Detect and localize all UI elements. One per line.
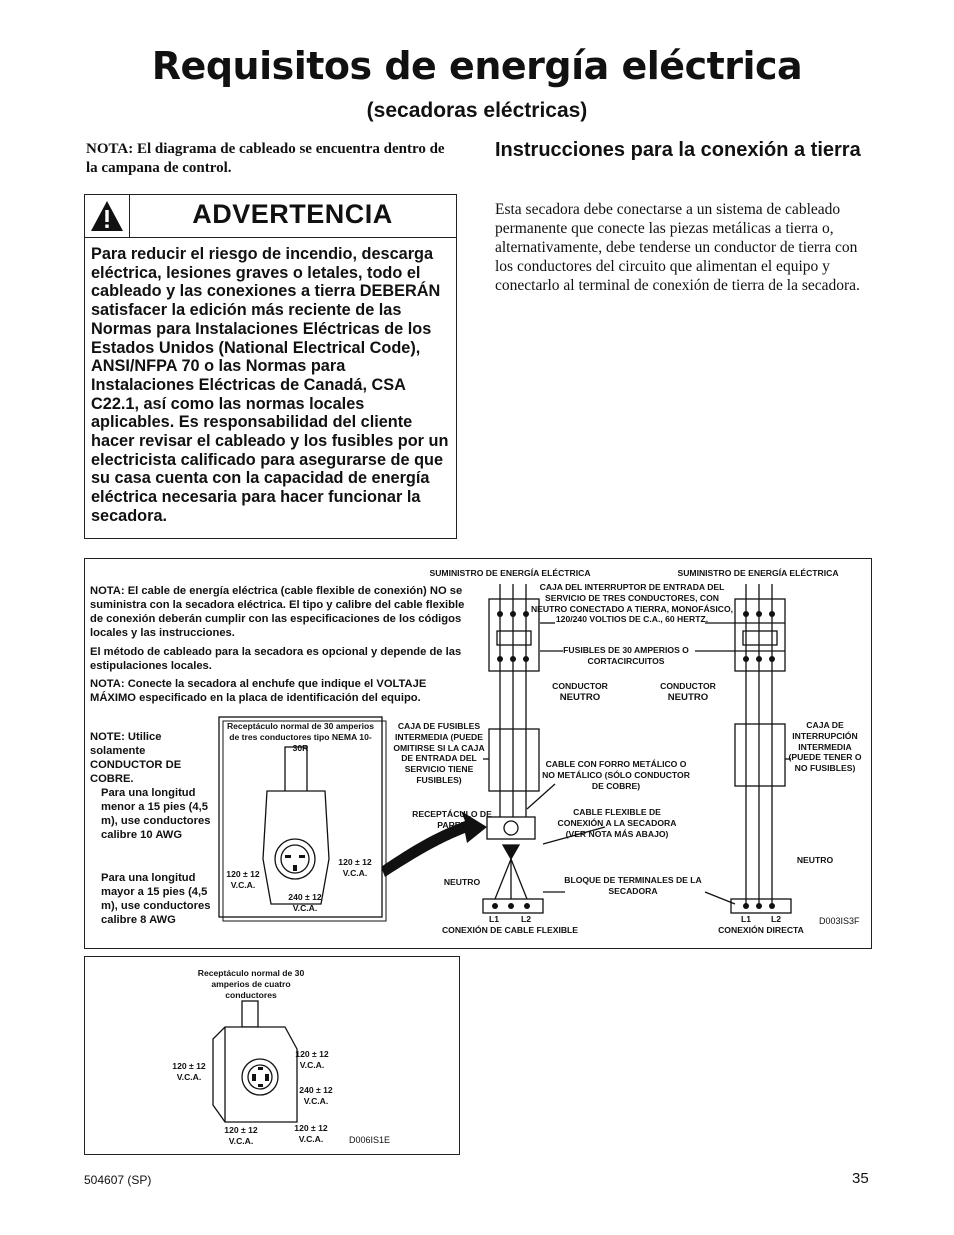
long-run-note: Para una longitud mayor a 15 pies (4,5 m), use conductores calibre 8 AWG	[101, 872, 211, 926]
power-supply-label: SUMINISTRO DE ENERGÍA ELÉCTRICA	[677, 568, 839, 578]
fuse-box-label: CAJA DE FUSIBLES INTERMEDIA (PUEDE OMITIRSE SI LA CAJA DE ENTRADA DEL SERVICIO TIENE FUSIBLES)	[393, 721, 485, 785]
warning-title: ADVERTENCIA	[192, 199, 393, 229]
interrupt-box-label: CAJA DE INTERRUPCIÓN INTERMEDIA (PUEDE TENER O NO FUSIBLES)	[788, 720, 862, 774]
neutral-label: NEUTRO	[443, 877, 481, 887]
direct-connection-label: CONEXIÓN DIRECTA	[718, 925, 804, 935]
warning-triangle-icon	[85, 195, 130, 237]
terminal-l2-label: L2	[520, 914, 532, 924]
page-title: Requisitos de energía eléctrica	[151, 44, 803, 88]
diagram-code: D006IS1E	[349, 1135, 391, 1145]
copper-note: NOTE: Utilice solamente CONDUCTOR DE COBRE.	[90, 731, 182, 785]
four-wire-receptacle-diagram	[84, 956, 460, 1155]
diagram-code: D003IS3F	[819, 916, 860, 926]
terminal-l1-label: L1	[740, 914, 752, 924]
voltage-label: 120 ± 12 V.C.A.	[294, 1123, 328, 1144]
neutral-label: NEUTRO	[796, 855, 834, 865]
neutral-conductor-label: CONDUCTOR NEUTRO	[552, 681, 608, 703]
wiring-method-note: El método de cableado para la secadora es opcional y depende de las estipulaciones locales.	[90, 646, 462, 672]
short-run-note: Para una longitud menor a 15 pies (4,5 m), use conductores calibre 10 AWG	[101, 787, 211, 841]
warning-box	[84, 194, 457, 539]
warning-text: Para reducir el riesgo de incendio, descarga eléctrica, lesiones graves o letales, todo el cableado y las conexiones a tierra DEBERÁN satisfacer la edición más reciente de las Normas para Instalaciones Eléctricas de los Estados Unidos (National Electrical Code), ANSI/NFPA 70 o las Normas para Instalaciones Eléctricas de Canadá, CSA C22.1, así como las normas locales aplicables. Es responsabilidad del cliente hacer revisar el cableado y los fusibles por un electricista calificado para asegurarse de que su casa cuenta con la capacidad de energía eléctrica necesaria para hacer funcionar la secadora.	[91, 245, 449, 525]
warning-header	[85, 195, 456, 238]
grounding-text: Esta secadora debe conectarse a un sistema de cableado permanente que conecte las piezas metálicas a tierra o, alternativamente, debe tenderse un conductor de tierra con los conductores del circuito que alimentan el equipo y conectarlo al terminal de conexión de tierra de la secadora.	[495, 201, 860, 294]
voltage-label: 240 ± 12 V.C.A.	[299, 1085, 333, 1106]
voltage-label: 120 ± 12 V.C.A.	[224, 1125, 258, 1146]
neutral-conductor-label: CONDUCTOR NEUTRO	[660, 681, 716, 703]
receptacle-title: Receptáculo normal de 30 amperios de tres conductores tipo NEMA 10-30R	[226, 721, 375, 753]
fuses-label: FUSIBLES DE 30 AMPERIOS O CORTACIRCUITOS	[563, 645, 689, 666]
page-subtitle: (secadoras eléctricas)	[366, 99, 588, 122]
voltage-note: NOTA: Conecte la secadora al enchufe que indique el VOLTAJE MÁXIMO especificado en la placa de identificación del equipo.	[90, 678, 427, 704]
wiring-diagram-note: NOTA: El diagrama de cableado se encuentra dentro de la campana de control.	[86, 141, 445, 176]
cable-note: NOTA: El cable de energía eléctrica (cable flexible de conexión) NO se suministra con la secadora eléctrica. El tipo y calibre del cable flexible de conexión deberán cumplir con las especificaciones de los códigos locales y las instrucciones.	[90, 585, 465, 639]
power-supply-label: SUMINISTRO DE ENERGÍA ELÉCTRICA	[429, 568, 591, 578]
wiring-diagram	[84, 558, 872, 949]
terminal-l1-label: L1	[488, 914, 500, 924]
flex-connection-label: CONEXIÓN DE CABLE FLEXIBLE	[441, 925, 579, 935]
voltage-label: 120 ± 12 V.C.A.	[338, 857, 372, 878]
grounding-heading: Instrucciones para la conexión a tierra	[495, 139, 861, 161]
page-number: 35	[852, 1170, 869, 1187]
voltage-label: 120 ± 12 V.C.A.	[226, 869, 260, 890]
voltage-label: 120 ± 12 V.C.A.	[295, 1049, 329, 1070]
document-id: 504607 (SP)	[84, 1173, 152, 1187]
terminal-l2-label: L2	[770, 914, 782, 924]
wall-receptacle-label: RECEPTÁCULO DE PARED	[412, 809, 492, 830]
four-wire-receptacle-title: Receptáculo normal de 30 amperios de cuatro conductores	[197, 968, 305, 1000]
voltage-label: 240 ± 12 V.C.A.	[288, 892, 322, 913]
terminal-block-label: BLOQUE DE TERMINALES DE LA SECADORA	[564, 875, 702, 896]
flex-cable-label: CABLE FLEXIBLE DE CONEXIÓN A LA SECADORA (VER NOTA MÁS ABAJO)	[557, 807, 677, 839]
service-breaker-box-label: CAJA DEL INTERRUPTOR DE ENTRADA DEL SERVICIO DE TRES CONDUCTORES, CON NEUTRO CONECTADO A TIERRA, MONOFÁSICO, 120/240 VOLTIOS DE C.A., 60 HERTZ.	[530, 582, 734, 625]
voltage-label: 120 ± 12 V.C.A.	[172, 1061, 206, 1082]
cable-label: CABLE CON FORRO METÁLICO O NO METÁLICO (SÓLO CONDUCTOR DE COBRE)	[542, 759, 690, 791]
